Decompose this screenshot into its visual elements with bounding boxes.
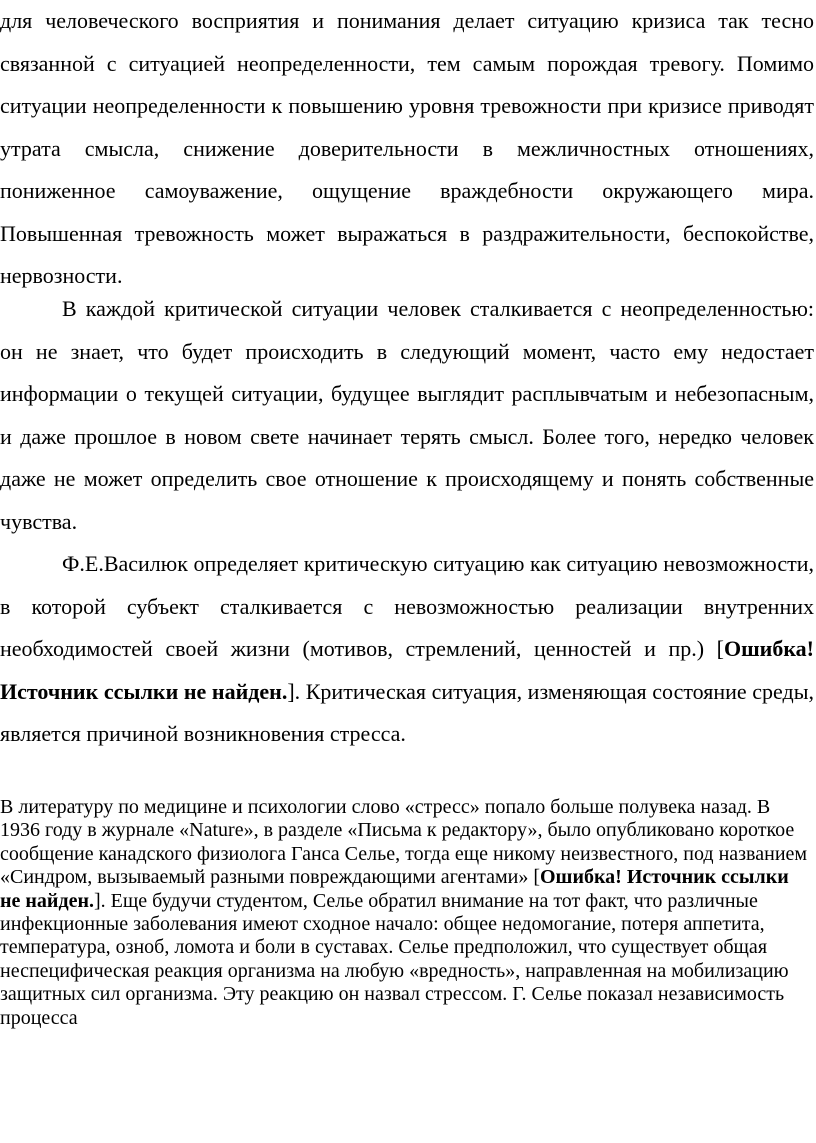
paragraph-1-text: для человеческого восприятия и понимания делает ситуацию кризиса так тесно связанной с ситуацией неопределенности, тем самым порождая тревогу. Помимо ситуации неопределенности к повышению уровня тревожности при кризисе приводят утрата смысла, снижение доверительности в межличностных отношениях, пониженное самоуважение, ощущение враждебности окружающего мира. Повышенная тревожность может выражаться в раздражительности, беспокойстве, нервозности. — [0, 8, 814, 288]
paragraph-2 — [0, 288, 814, 543]
paragraph-1 — [0, 0, 814, 298]
paragraph-3 — [0, 543, 814, 756]
paragraph-3-error-reference: Ошибка! Источник ссылки не найден. — [0, 636, 814, 704]
paragraph-4-error-reference: Ошибка! Источник ссылки не найден. — [0, 866, 789, 912]
paragraph-2-text: В каждой критической ситуации человек сталкивается с неопределенностью: он не знает, что будет происходить в следующий момент, часто ему недостает информации о текущей ситуации, будущее выглядит расплывчатым и небезопасным, и даже прошлое в новом свете начинает терять смысл. Более того, нередко человек даже не может определить свое отношение к происходящему и понять собственные чувства. — [0, 296, 814, 534]
paragraph-3-text-after: ]. Критическая ситуация, изменяющая состояние среды, является причиной возникновения стресса. — [0, 678, 814, 746]
paragraph-3-text-before: Ф.Е.Василюк определяет критическую ситуацию как ситуацию невозможности, в которой субъект сталкивается с невозможностью реализации внутренних необходимостей своей жизни (мотивов, стремлений, ценностей и пр.) [ — [0, 551, 814, 661]
paragraph-4-text-after: ]. Еще будучи студентом, Селье обратил внимание на тот факт, что различные инфекционные заболевания имеют сходное начало: общее недомогание, потеря аппетита, температура, озноб, ломота и боли в суставах. Селье предположил, что существует общая неспецифическая реакция организма на любую «вредность», направленная на мобилизацию защитных сил организма. Эту реакцию он назвал стрессом. Г. Селье показал независимость процесса — [0, 889, 789, 1029]
paragraph-4-text-before: В литературу по медицине и психологии слово «стресс» попало больше полувека назад. В 1936 году в журнале «Nature», в разделе «Письма к редактору», было опубликовано короткое сообщение канадского физиолога Ганса Селье, тогда еще никому неизвестного, под названием «Синдром, вызываемый разными повреждающими агентами» [ — [0, 796, 808, 889]
paragraph-4 — [0, 796, 810, 1030]
